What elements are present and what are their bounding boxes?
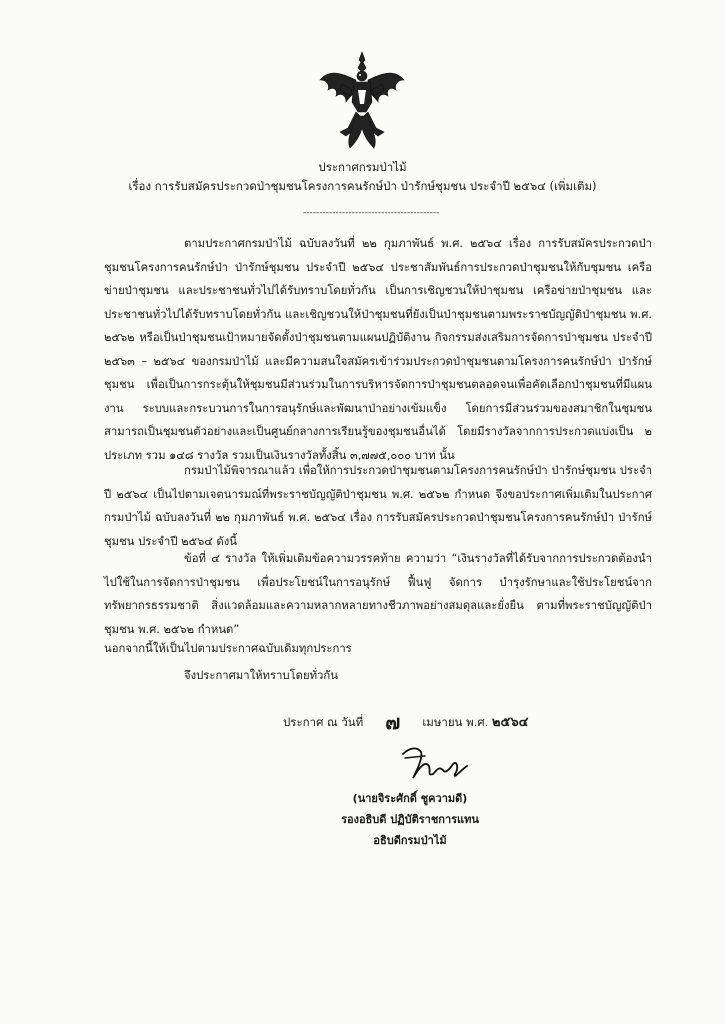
paragraph-2-text: กรมป่าไม้พิจารณาแล้ว เพื่อให้การประกวดป่าชุมชนตามโครงการคนรักษ์ป่า ป่ารักษ์ชุมชน ประจำปี ๒๕๖๔ เป็นไปตามเจตนารมณ์ที่พระราชบัญญัติป่าชุมชน พ.ศ. ๒๕๖๒ กำหนด จึงขอประกาศเพิ่มเติมในประกาศกรมป่าไม้ ฉบับลงวันที่ ๒๒ กุมภาพันธ์ พ.ศ. ๒๕๖๔ เรื่อง การรับสมัครประกวดป่าชุมชนโครงการคนรักษ์ป่า ป่ารักษ์ชุมชน ประจำปี ๒๕๖๔ ดังนี้ [104, 464, 652, 548]
paragraph-3-text: ข้อที่ ๔ รางวัล ให้เพิ่มเติมข้อความวรรคท้าย ความว่า “เงินรางวัลที่ได้รับจากการประกวดต้องนำไปใช้ในการจัดการป่าชุมชน เพื่อประโยชน์ในการอนุรักษ์ ฟื้นฟู จัดการ บำรุงรักษาและใช้ประโยชน์จากทรัพยากรธรรมชาติ สิ่งแวดล้อมและความหลากหลายทางชีวภาพอย่างสมดุลและยั่งยืน ตามที่พระราชบัญญัติป่าชุมชน พ.ศ. ๒๕๖๒ กำหนด” [104, 552, 652, 636]
signer-position: รองอธิบดี ปฏิบัติราชการแทน [341, 813, 479, 826]
date-day: ๗ [385, 710, 401, 734]
paragraph-3-note: นอกจากนี้ให้เป็นไปตามประกาศฉบับเดิมทุกประการ [104, 642, 352, 655]
handwritten-signature-icon [395, 740, 475, 790]
date-year: ๒๕๖๔ [491, 715, 529, 730]
divider-line: ------------------------------------------ [303, 208, 440, 218]
paragraph-4-text: จึงประกาศมาให้ทราบโดยทั่วกัน [184, 669, 338, 682]
date-month: เมษายน พ.ศ. [422, 715, 489, 729]
title-block [0, 158, 725, 196]
paragraph-4 [104, 664, 652, 688]
signer-name: (นายจิระศักดิ์ ชูความดี) [352, 792, 468, 805]
signer-block [330, 788, 490, 851]
announcement-date [283, 706, 528, 738]
date-prefix: ประกาศ ณ วันที่ [283, 715, 364, 729]
signer-office: อธิบดีกรมป่าไม้ [373, 834, 447, 847]
paragraph-2 [104, 459, 652, 553]
garuda-emblem-icon [316, 50, 408, 150]
issuer-title: ประกาศกรมป่าไม้ [318, 160, 407, 174]
paragraph-3 [104, 547, 652, 641]
paragraph-1 [104, 232, 652, 467]
paragraph-1-text: ตามประกาศกรมป่าไม้ ฉบับลงวันที่ ๒๒ กุมภาพันธ์ พ.ศ. ๒๕๖๔ เรื่อง การรับสมัครประกวดป่าชุมชนโครงการคนรักษ์ป่า ป่ารักษ์ชุมชน ประจำปี ๒๕๖๔ ประชาสัมพันธ์การประกวดป่าชุมชนให้กับชุมชน เครือข่ายป่าชุมชน และประชาชนทั่วไปได้รับทราบโดยทั่วกัน เป็นการเชิญชวนให้ป่าชุมชน เครือข่ายป่าชุมชน และประชาชนทั่วไปได้รับทราบโดยทั่วกัน และเชิญชวนให้ป่าชุมชนที่ยังเป็นป่าชุมชนตามพระราชบัญญัติป่าชุมชน พ.ศ. ๒๕๖๒ หรือเป็นป่าชุมชนเป้าหมายจัดตั้งป่าชุมชนตามแผนปฏิบัติงาน กิจกรรมส่งเสริมการจัดการป่าชุมชน ประจำปี ๒๕๖๓ – ๒๕๖๔ ของกรมป่าไม้ และมีความสนใจสมัครเข้าร่วมประกวดป่าชุมชนตามโครงการคนรักษ์ป่า ป่ารักษ์ชุมชน เพื่อเป็นการกระตุ้นให้ชุมชนมีส่วนร่วมในการบริหารจัดการป่าชุมชนตลอดจนเพื่อคัดเลือกป่าชุมชนที่มีแผนงาน ระบบและกระบวนการในการอนุรักษ์และพัฒนาป่าอย่างเข้มแข็ง โดยการมีส่วนร่วมของสมาชิกในชุมชน สามารถเป็นชุมชนตัวอย่างและเป็นศูนย์กลางการเรียนรู้ของชุมชนอื่นได้ โดยมีรางวัลจากการประกวดแบ่งเป็น ๒ ประเภท รวม ๑๔๘ รางวัล รวมเป็นเงินรางวัลทั้งสิ้น ๓,๗๗๕,๐๐๐ บาท นั้น [104, 237, 652, 462]
subject-line: เรื่อง การรับสมัครประกวดป่าชุมชนโครงการคนรักษ์ป่า ป่ารักษ์ชุมชน ประจำปี ๒๕๖๔ (เพิ่มเติม) [128, 179, 597, 193]
